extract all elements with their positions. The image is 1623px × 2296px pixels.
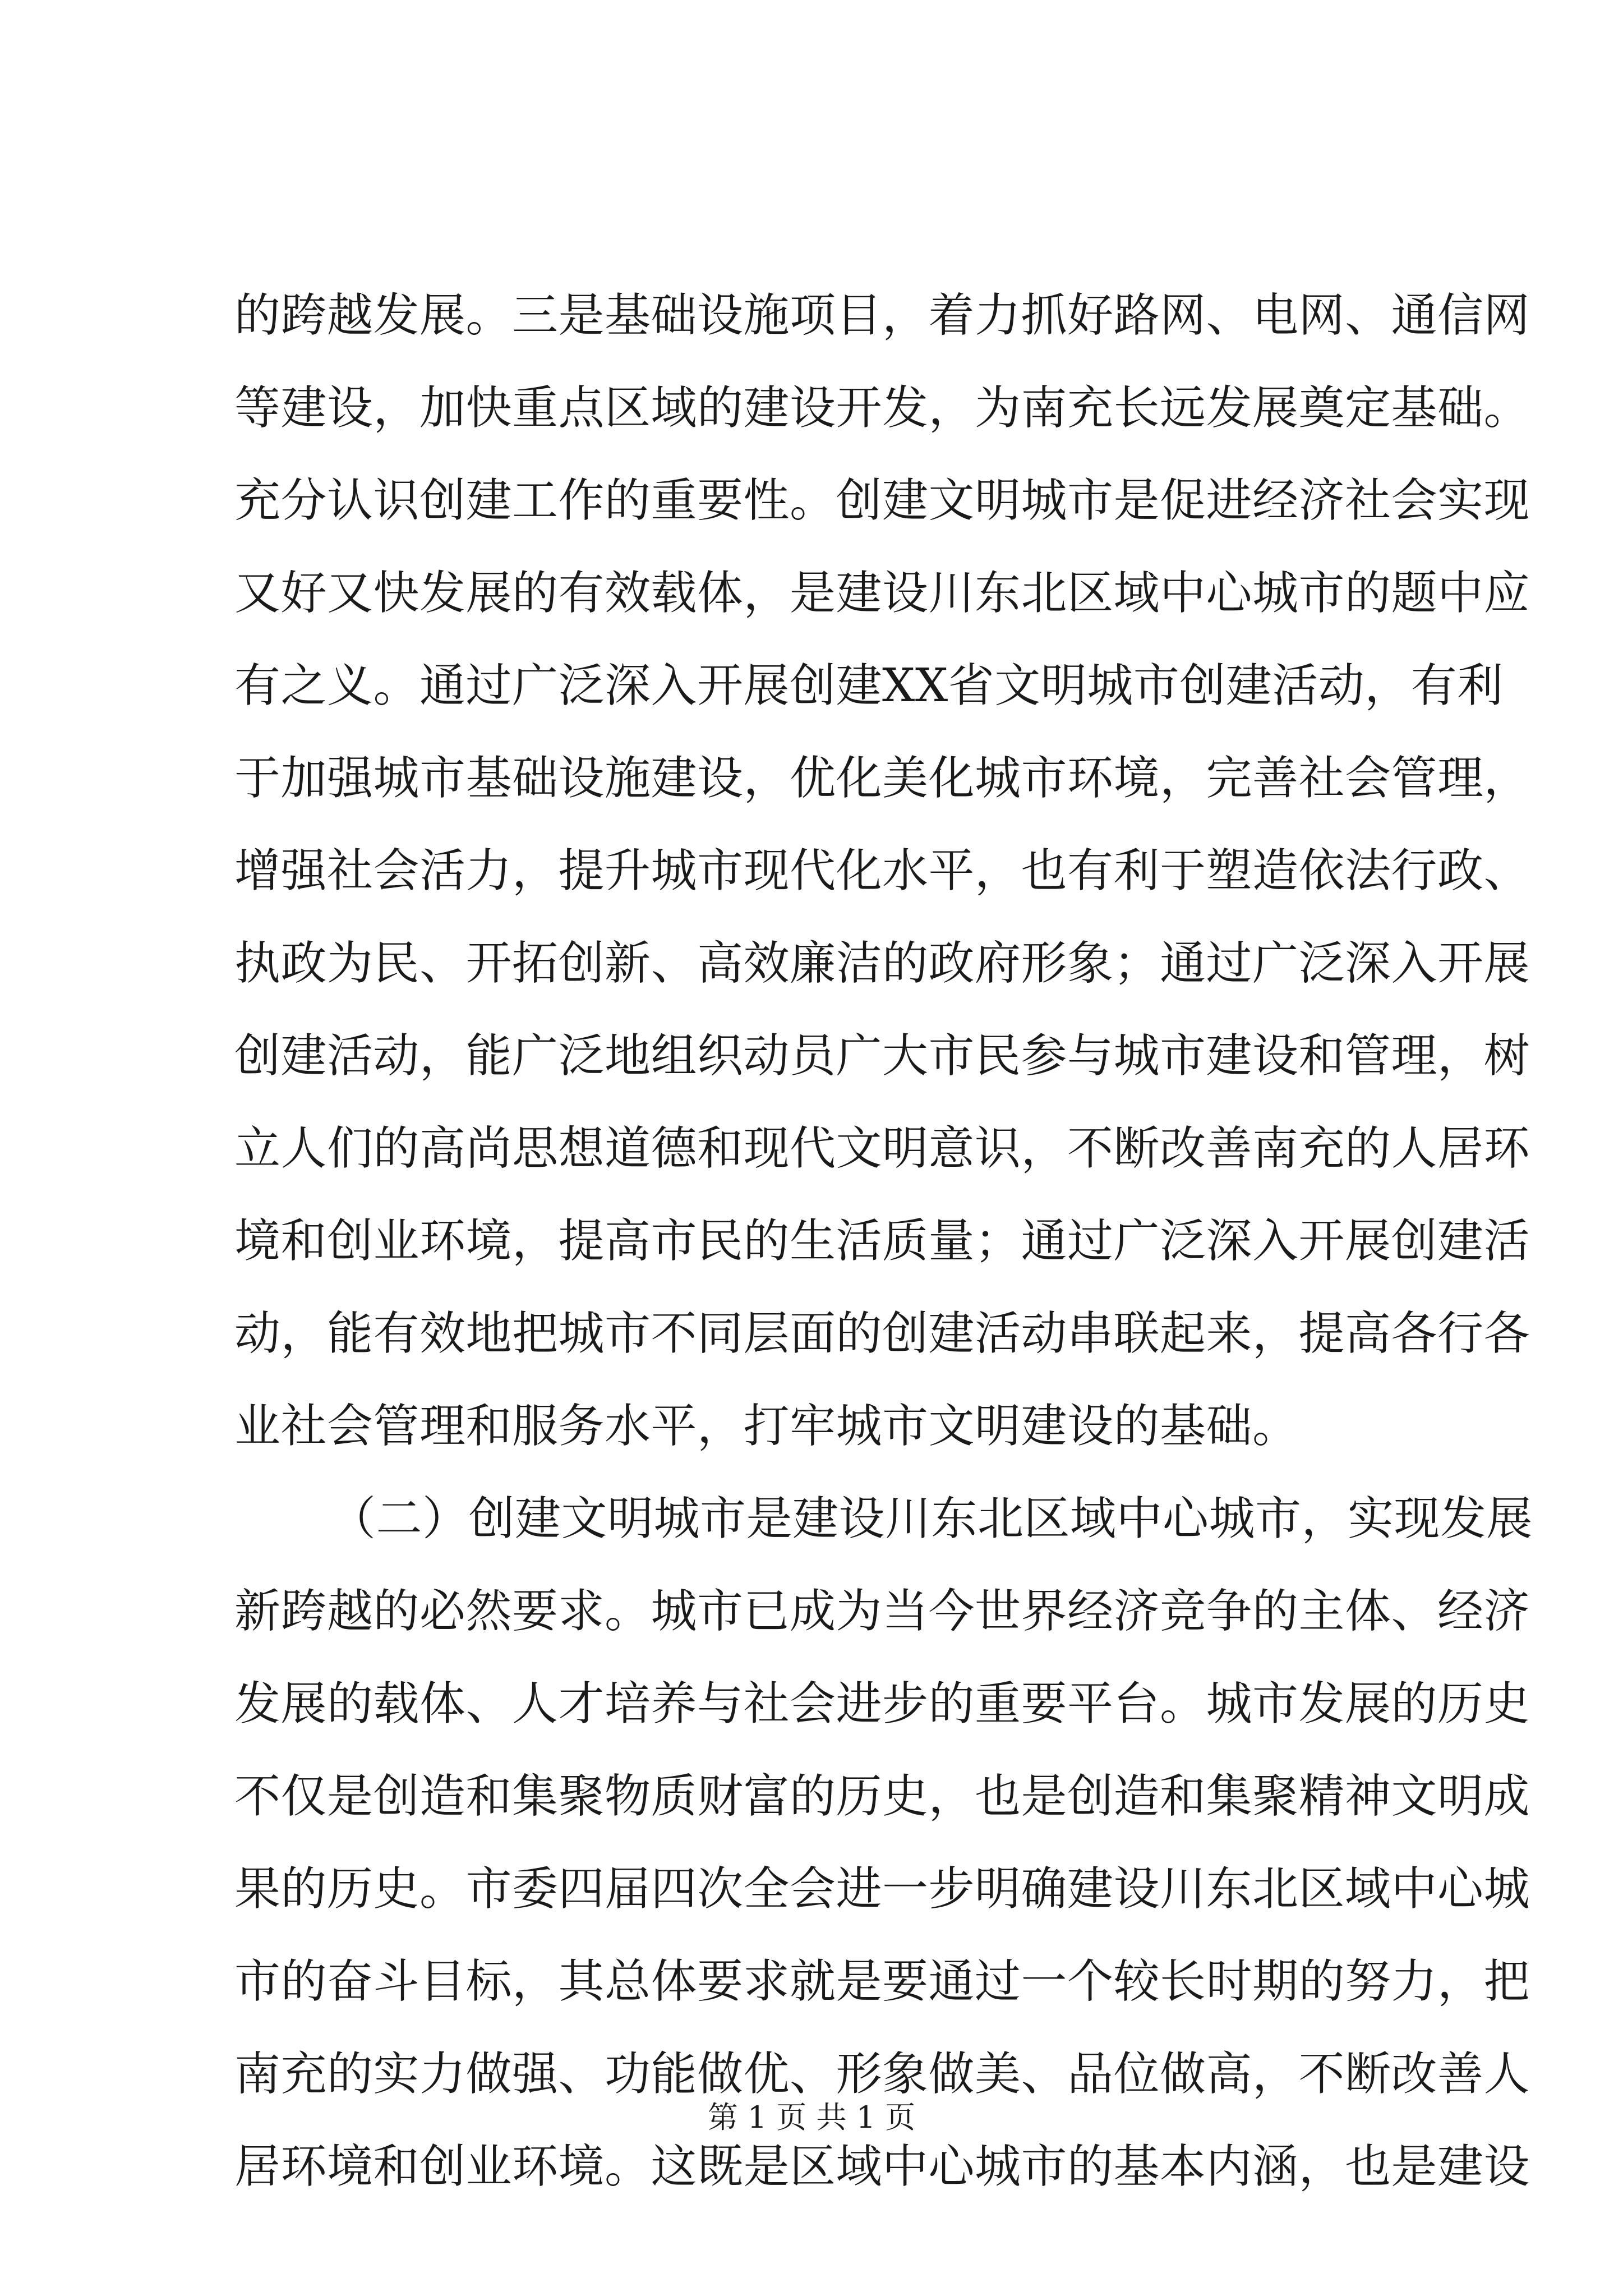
text-line: 于加强城市基础设施建设，优化美化城市环境，完善社会管理， bbox=[234, 752, 1530, 805]
text-line: 执政为民、开拓创新、高效廉洁的政府形象；通过广泛深入开展 bbox=[234, 937, 1530, 990]
text-line: 业社会管理和服务水平，打牢城市文明建设的基础。 bbox=[234, 1400, 1299, 1453]
text-line: 动，能有效地把城市不同层面的创建活动串联起来，提高各行各 bbox=[234, 1307, 1530, 1360]
page-number: 第 1 页 共 1 页 bbox=[707, 2100, 916, 2135]
text-line: 居环境和创业环境。这既是区域中心城市的基本内涵，也是建设 bbox=[234, 2140, 1530, 2193]
text-line: 新跨越的必然要求。城市已成为当今世界经济竞争的主体、经济 bbox=[234, 1585, 1530, 1638]
text-line: 立人们的高尚思想道德和现代文明意识，不断改善南充的人居环 bbox=[234, 1122, 1530, 1175]
text-line: 果的历史。市委四届四次全会进一步明确建设川东北区域中心城 bbox=[234, 1862, 1530, 1916]
text-line: 的跨越发展。三是基础设施项目，着力抓好路网、电网、通信网 bbox=[234, 289, 1530, 342]
text-line: 创建活动，能广泛地组织动员广大市民参与城市建设和管理，树 bbox=[234, 1029, 1530, 1083]
text-line: 发展的载体、人才培养与社会进步的重要平台。城市发展的历史 bbox=[234, 1677, 1530, 1731]
text-line: 有之义。通过广泛深入开展创建XX省文明城市创建活动，有利 bbox=[234, 659, 1504, 712]
text-line: 南充的实力做强、功能做优、形象做美、品位做高，不断改善人 bbox=[234, 2047, 1530, 2101]
text-line: 等建设，加快重点区域的建设开发，为南充长远发展奠定基础。 bbox=[234, 381, 1530, 435]
paragraph-heading-line: （二）创建文明城市是建设川东北区域中心城市，实现发展 bbox=[330, 1492, 1533, 1545]
text-line: 市的奋斗目标，其总体要求就是要通过一个较长时期的努力，把 bbox=[234, 1955, 1530, 2008]
text-line: 境和创业环境，提高市民的生活质量；通过广泛深入开展创建活 bbox=[234, 1214, 1530, 1268]
text-line: 又好又快发展的有效载体，是建设川东北区域中心城市的题中应 bbox=[234, 567, 1530, 620]
document-body bbox=[234, 269, 1533, 2213]
text-line: 不仅是创造和集聚物质财富的历史，也是创造和集聚精神文明成 bbox=[234, 1770, 1530, 1823]
page-footer bbox=[0, 2095, 1623, 2140]
text-line: 充分认识创建工作的重要性。创建文明城市是促进经济社会实现 bbox=[234, 474, 1530, 527]
text-line: 增强社会活力，提升城市现代化水平，也有利于塑造依法行政、 bbox=[234, 844, 1530, 898]
